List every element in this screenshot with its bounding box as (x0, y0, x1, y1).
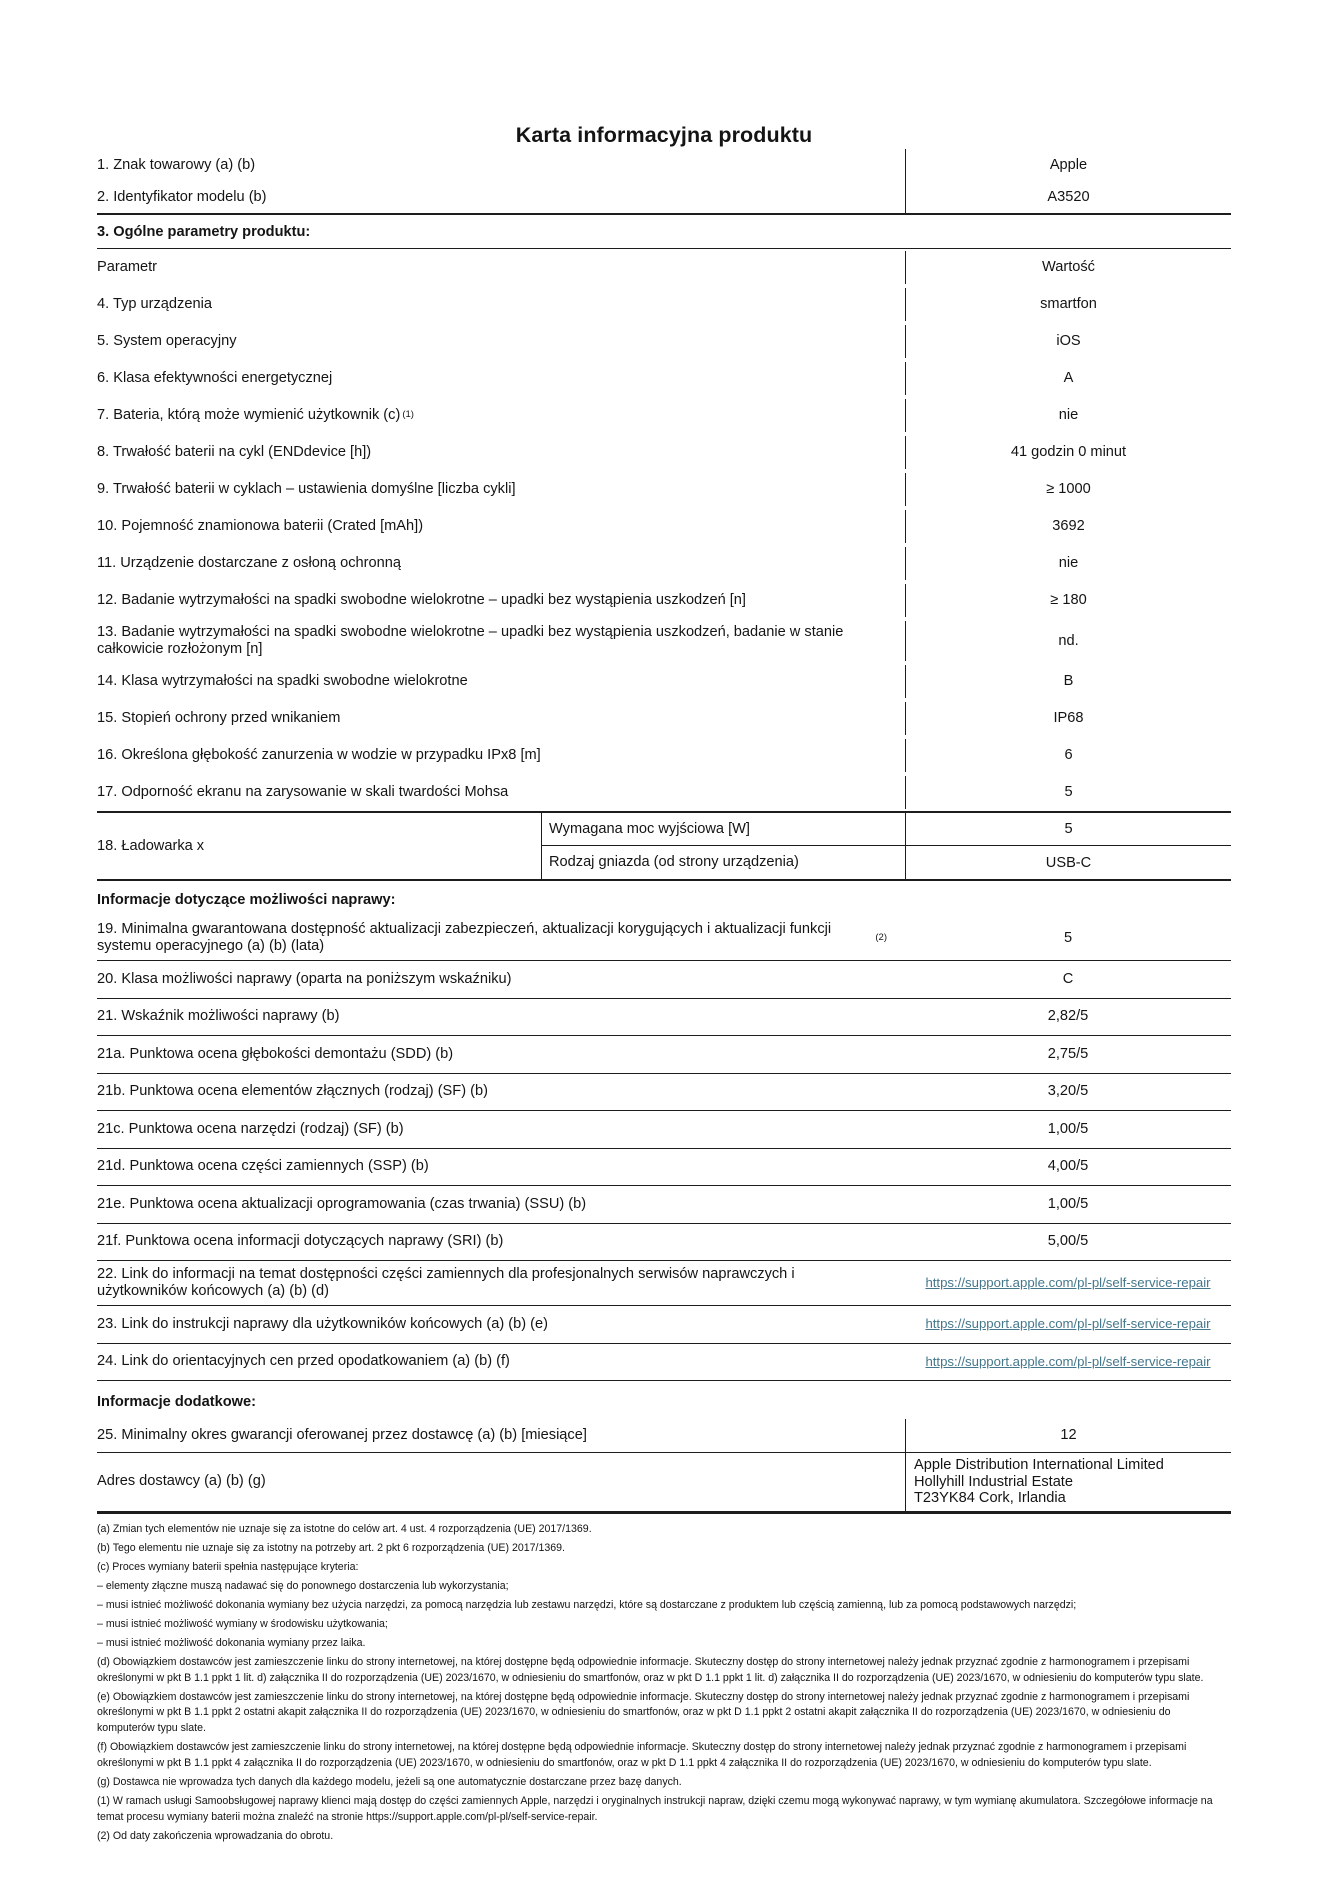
row-value: ≥ 180 (905, 584, 1231, 617)
row-label: 21. Wskaźnik możliwości naprawy (b) (97, 1008, 340, 1025)
table-row (97, 323, 1231, 360)
table-row (97, 286, 1231, 323)
row-value: A (905, 362, 1231, 395)
row-value: ≥ 1000 (905, 473, 1231, 506)
row-value: Apple (905, 149, 1231, 181)
row-value: nd. (905, 621, 1231, 661)
footnote-marker: (2) (875, 931, 887, 943)
row-value: iOS (905, 325, 1231, 358)
table-row (97, 619, 1231, 663)
product-information-sheet (97, 0, 1231, 1844)
row-value: 5,00/5 (1047, 1233, 1089, 1250)
supplier-address-row (97, 1453, 1231, 1512)
row-label (97, 918, 905, 958)
row-value: B (905, 665, 1231, 698)
row-label: 22. Link do informacji na temat dostępności części zamiennych dla profesjonalnych serwisów naprawczych i użytkowników końcowych (a) (b) (d) (97, 1266, 795, 1299)
footnote-marker: (1) (402, 409, 414, 420)
charger-sub-label: Rodzaj gniazda (od strony urządzenia) (541, 846, 905, 879)
brand-model-table (97, 149, 1231, 215)
row-value (905, 1346, 1231, 1379)
row-value: 3,20/5 (1047, 1083, 1089, 1100)
repair-table (97, 916, 1231, 1261)
footnote-g: (g) Dostawca nie wprowadza tych danych dla każdego modelu, jeżeli są one automatycznie dostarczane przez bazę danych. (97, 1775, 682, 1788)
row-label: 13. Badanie wytrzymałości na spadki swobodne wielokrotne – upadki bez wystąpienia uszkodzeń, badanie w stanie całkowicie rozłożonym [n] (97, 624, 844, 657)
row-label: 10. Pojemność znamionowa baterii (Crated [mAh]) (97, 518, 424, 534)
table-row (97, 916, 1231, 961)
row-value (905, 1308, 1231, 1341)
table-row (97, 1261, 1231, 1306)
support-link[interactable]: https://support.apple.com/pl-pl/self-service-repair (925, 1275, 1211, 1290)
row-value: 5 (1063, 929, 1073, 946)
table-row (97, 360, 1231, 397)
footnote-a: (a) Zmian tych elementów nie uznaje się za istotne do celów art. 4 ust. 4 rozporządzenia (UE) 2017/1369. (97, 1522, 592, 1535)
table-row (97, 1036, 1231, 1074)
row-value: 2,75/5 (1047, 1045, 1089, 1062)
footnote-d: (d) Obowiązkiem dostawców jest zamieszczenie linku do strony internetowej, na której dostępne będą odpowiednie informacje. Skuteczny dostęp do strony internetowej należy jednak przyznać zgodnie z harmonogramem i przepisami określonymi w pkt B 1.1 ppkt 1 lit. d) załącznika II do rozporządzenia (UE) 2023/1670, w odniesieniu do smartfonów, oraz w pkt D 1.1 ppkt 1 lit. d) załącznika II do rozporządzenia (UE) 2023/1670, w odniesieniu do komputerów typu slate. (97, 1656, 1204, 1684)
row-value: smartfon (905, 288, 1231, 321)
row-value (905, 1263, 1231, 1303)
column-header-param: Parametr (97, 259, 158, 275)
footnote-c-item: – elementy złączne muszą nadawać się do ponownego dostarczenia lub wykorzystania; (97, 1579, 509, 1592)
page-title: Karta informacyjna produktu (515, 123, 813, 147)
row-label: 8. Trwałość baterii na cykl (ENDdevice [h]) (97, 444, 372, 460)
footnote-e: (e) Obowiązkiem dostawców jest zamieszczenie linku do strony internetowej, na której dostępne będą odpowiednie informacje. Skuteczny dostęp do strony internetowej należy jednak przyznać zgodnie z harmonogramem i przepisami określonymi w pkt B 1.1 ppkt 2 ostatni akapit załącznika II do rozporządzenia (UE) 2023/1670, w odniesieniu do smartfonów, oraz w pkt D 1.1 ppkt 2 ostatni akapit załącznika II do rozporządzenia (UE) 2023/1670, w odniesieniu do komputerów typu slate. (97, 1690, 1190, 1735)
row-label: 21e. Punktowa ocena aktualizacji oprogramowania (czas trwania) (SSU) (b) (97, 1195, 587, 1212)
row-label: 20. Klasa możliwości naprawy (oparta na poniższym wskaźniku) (97, 970, 512, 987)
additional-info-table (97, 1419, 1231, 1514)
footnotes (97, 1522, 1231, 1845)
row-label: 24. Link do orientacyjnych cen przed opodatkowaniem (a) (b) (f) (97, 1353, 510, 1370)
row-label: 1. Znak towarowy (a) (b) (97, 156, 256, 173)
table-row (97, 1074, 1231, 1112)
table-row (97, 1186, 1231, 1224)
column-header-row (97, 249, 1231, 286)
row-label: 5. System operacyjny (97, 333, 237, 349)
row-label: 21f. Punktowa ocena informacji dotyczących naprawy (SRI) (b) (97, 1233, 504, 1250)
row-value: nie (905, 547, 1231, 580)
table-row (97, 545, 1231, 582)
table-row (97, 582, 1231, 619)
row-value: IP68 (905, 702, 1231, 735)
table-row (97, 774, 1231, 811)
row-value: 5 (905, 776, 1231, 809)
footnote-c-item: – musi istnieć możliwość wymiany w środowisku użytkowania; (97, 1617, 388, 1630)
table-row (97, 1149, 1231, 1187)
table-row (97, 999, 1231, 1037)
row-label: 21c. Punktowa ocena narzędzi (rodzaj) (SF) (b) (97, 1120, 404, 1137)
table-row (97, 737, 1231, 774)
row-value: C (1062, 970, 1074, 987)
row-value: 1,00/5 (1047, 1120, 1089, 1137)
row-label: 4. Typ urządzenia (97, 296, 212, 312)
row-label: 18. Ładowarka x (97, 838, 205, 854)
footnote-c-item: – musi istnieć możliwość dokonania wymiany bez użycia narzędzi, za pomocą narzędzia lub zestawu narzędzi, które są dostarczane z produktem lub częścią zamienną, lub za pomocą podstawowych narzędzi; (97, 1598, 1077, 1611)
support-link[interactable]: https://support.apple.com/pl-pl/self-service-repair (925, 1353, 1211, 1369)
table-row (97, 1111, 1231, 1149)
supplier-address (905, 1453, 1231, 1511)
row-value: 6 (905, 739, 1231, 772)
charger-row (97, 813, 1231, 881)
row-value: 3692 (905, 510, 1231, 543)
table-row (97, 1419, 1231, 1453)
table-row (97, 700, 1231, 737)
column-header-value: Wartość (905, 251, 1231, 284)
row-label: 16. Określona głębokość zanurzenia w wodzie w przypadku IPx8 [m] (97, 747, 541, 763)
table-row (97, 149, 1231, 181)
table-row (97, 663, 1231, 700)
row-label: 23. Link do instrukcji naprawy dla użytkowników końcowych (a) (b) (e) (97, 1315, 548, 1332)
row-value: nie (905, 399, 1231, 432)
row-value: 1,00/5 (1047, 1195, 1089, 1212)
row-label (97, 399, 905, 432)
supplier-address-line: Apple Distribution International Limited (914, 1457, 1164, 1473)
footnote-b: (b) Tego elementu nie uznaje się za istotny na potrzeby art. 2 pkt 6 rozporządzenia (UE) 2017/1369. (97, 1541, 565, 1554)
row-label: 21a. Punktowa ocena głębokości demontażu (SDD) (b) (97, 1045, 454, 1062)
table-row (97, 1306, 1231, 1344)
row-value: A3520 (905, 181, 1231, 213)
footnote-f: (f) Obowiązkiem dostawców jest zamieszczenie linku do strony internetowej, na której dostępne będą odpowiednie informacje. Skuteczny dostęp do strony internetowej należy jednak przyznać zgodnie z harmonogramem i przepisami określonymi w pkt B 1.1 ppkt 4 załącznika II do rozporządzenia (UE) 2023/1670, w odniesieniu do smartfonów, oraz w pkt D 1.1 ppkt 4 załącznika II do rozporządzenia (UE) 2023/1670, w odniesieniu do komputerów typu slate. (97, 1741, 1187, 1769)
row-label: 21b. Punktowa ocena elementów złącznych (rodzaj) (SF) (b) (97, 1083, 488, 1100)
row-value: 41 godzin 0 minut (905, 436, 1231, 469)
footnote-c-item: – musi istnieć możliwość dokonania wymiany przez laika. (97, 1637, 366, 1650)
row-value: 2,82/5 (1047, 1008, 1089, 1025)
table-row (97, 181, 1231, 213)
row-label: 17. Odporność ekranu na zarysowanie w skali twardości Mohsa (97, 784, 509, 800)
row-label: 14. Klasa wytrzymałości na spadki swobodne wielokrotne (97, 673, 468, 689)
section-heading-general: 3. Ogólne parametry produktu: (97, 215, 1231, 249)
charger-sub-value: USB-C (905, 846, 1231, 879)
supplier-address-line: T23YK84 Cork, Irlandia (914, 1490, 1066, 1506)
charger-sub-value: 5 (905, 813, 1231, 846)
table-row (97, 508, 1231, 545)
general-parameters-table (97, 249, 1231, 813)
row-label-text: 19. Minimalna gwarantowana dostępność aktualizacji zabezpieczeń, aktualizacji korygujących i aktualizacji funkcji systemu operacyjnego (a) (b) (lata) (97, 921, 832, 954)
row-label: 2. Identyfikator modelu (b) (97, 188, 267, 205)
row-label: 21d. Punktowa ocena części zamiennych (SSP) (b) (97, 1158, 429, 1175)
row-label: 11. Urządzenie dostarczane z osłoną ochronną (97, 555, 401, 571)
row-label: 15. Stopień ochrony przed wnikaniem (97, 710, 341, 726)
row-label: 12. Badanie wytrzymałości na spadki swobodne wielokrotne – upadki bez wystąpienia uszkodzeń [n] (97, 592, 746, 608)
row-label: 6. Klasa efektywności energetycznej (97, 370, 333, 386)
row-value: 12 (905, 1419, 1231, 1452)
row-value: 4,00/5 (1047, 1158, 1089, 1175)
table-row (97, 961, 1231, 999)
section-heading-repair: Informacje dotyczące możliwości naprawy: (97, 892, 396, 908)
table-row (97, 397, 1231, 434)
row-label: Adres dostawcy (a) (b) (g) (97, 1473, 266, 1490)
table-row (97, 471, 1231, 508)
footnote-2: (2) Od daty zakończenia wprowadzania do obrotu. (97, 1829, 334, 1842)
row-label: 9. Trwałość baterii w cyklach – ustawienia domyślne [liczba cykli] (97, 481, 516, 497)
table-row (97, 1224, 1231, 1262)
table-row (97, 434, 1231, 471)
support-link[interactable]: https://support.apple.com/pl-pl/self-service-repair (925, 1316, 1211, 1332)
row-label: 25. Minimalny okres gwarancji oferowanej przez dostawcę (a) (b) [miesiące] (97, 1427, 587, 1443)
supplier-address-line: Hollyhill Industrial Estate (914, 1473, 1073, 1490)
links-table (97, 1261, 1231, 1381)
footnote-1: (1) W ramach usługi Samoobsługowej naprawy klienci mają dostęp do części zamiennych Apple, narzędzi i oryginalnych instrukcji napraw, dzięki czemu mogą wykonywać naprawy, w tym wymianę akumulatora. Szczegółowe informacje na temat procesu wymiany baterii można znaleźć na stronie https://support.apple.com/pl-pl/self-service-repair. (97, 1794, 1213, 1823)
table-row (97, 1344, 1231, 1382)
section-heading-additional: Informacje dodatkowe: (97, 1394, 256, 1410)
charger-sub-label: Wymagana moc wyjściowa [W] (541, 813, 905, 846)
footnote-c: (c) Proces wymiany baterii spełnia następujące kryteria: (97, 1560, 359, 1573)
row-label-text: 7. Bateria, którą może wymienić użytkownik (c) (97, 407, 401, 423)
